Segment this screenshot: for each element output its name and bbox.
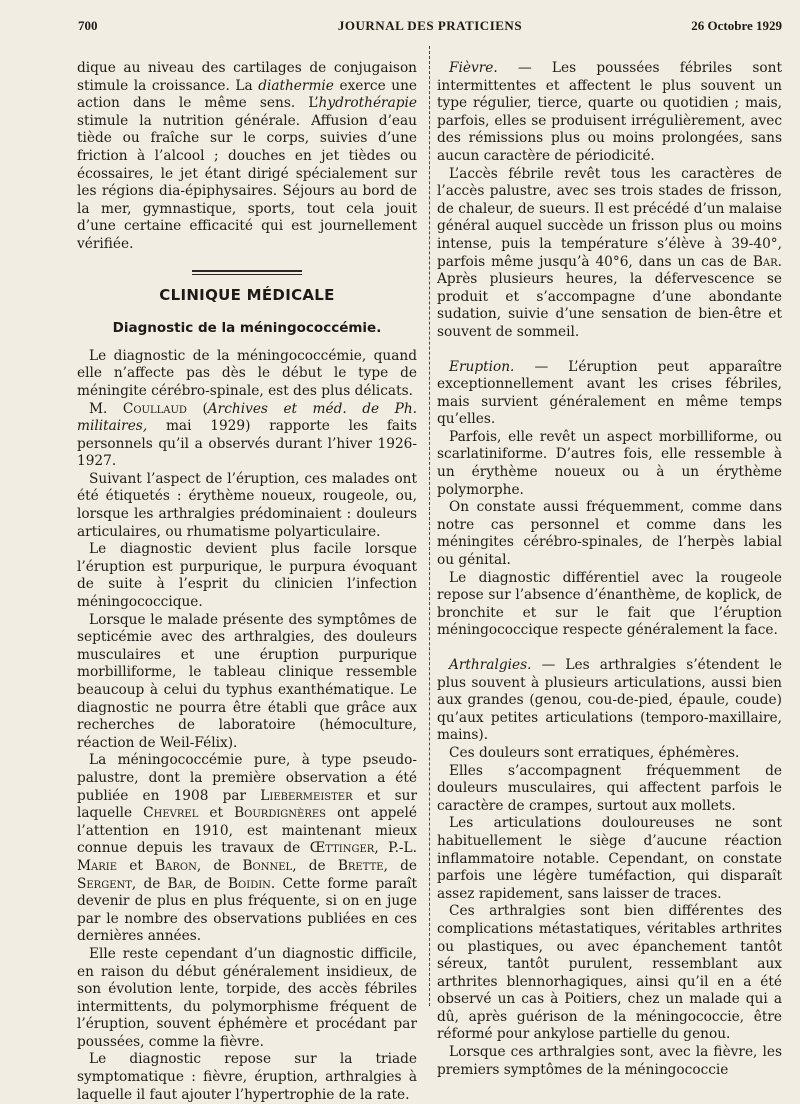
paragraph: Lorsque ces arthralgies sont, avec la fièvre, les premiers symptômes de la méningococcie xyxy=(437,1044,782,1078)
running-header xyxy=(78,14,782,38)
section-rule xyxy=(192,270,302,275)
paragraph: Elle reste cependant d’un diagnostic difficile, en raison du début généralement insidieux, de son évolution lente, torpide, des accès fébriles intermittents, du polymorphisme fréquent de l’éruption, souvent éphémère et procédant par poussées, comme la fièvre. xyxy=(77,945,417,1050)
paragraph: Elles s’accompagnent fréquemment de douleurs musculaires, qui affectent parfois le caractère de crampes, surtout aux mollets. xyxy=(437,762,782,814)
paragraph: Eruption. — L’éruption peut apparaître exceptionnellement avant les crises fébriles, mais survient généralement en même temps qu’elles. xyxy=(437,358,782,428)
paragraph: M. Coullaud (Archives et méd. de Ph. militaires, mai 1929) rapporte les faits personnels qu’il a observés durant l’hiver 1926-1927. xyxy=(77,400,417,470)
paragraph: Ces arthralgies sont bien différentes des complications métastatiques, véritables arthrites ou plastiques, ou avec épanchement tantôt séreux, tantôt purulent, ressemblant aux arthrites blennorhagiques, ainsi qu’il en a été observé un cas à Poitiers, chez un malade qui a dû, après guérison de la méningococcie, être réformé pour ankylose partielle du genou. xyxy=(437,903,782,1043)
paragraph: Les articulations douloureuses ne sont habituellement le siège d’aucune réaction inflammatoire notable. Cependant, on constate parfois une légère tuméfaction, qui disparaît assez rapidement, sans laisser de traces. xyxy=(437,815,782,902)
paragraph: Lorsque le malade présente des symptômes de septicémie avec des arthralgies, des douleurs musculaires et une éruption purpurique morbilliforme, le tableau clinique ressemble beaucoup à celui du typhus exanthématique. Le diagnostic ne pourra être établi que grâce aux recherches de laboratoire (hémoculture, réaction de Weil-Félix). xyxy=(77,611,417,751)
paragraph: Le diagnostic de la méningococcémie, quand elle n’affecte pas dès le début le type de méningite cérébro-spinale, est des plus délicats. xyxy=(77,347,417,399)
paragraph: dique au niveau des cartilages de conjugaison stimule la croissance. La diathermie exerce une action dans le même sens. L’hydrothérapie stimule la nutrition générale. Affusion d’eau tiède ou fraîche sur le corps, suivies d’une friction à l’alcool ; douches en jet tièdes ou écossaires, le jet étant dirigé spécialement sur les régions dia-épiphysaires. Séjours au bord de la mer, gymnastique, sports, tout cela jouit d’une certaine efficacité qui est journellement vérifiée. xyxy=(77,60,417,252)
paragraph: Parfois, elle revêt un aspect morbilliforme, ou scarlatiniforme. D’autres fois, elle ressemble à un érythème noueux ou à un érythème polymorphe. xyxy=(437,428,782,498)
paragraph: L’accès fébrile revêt tous les caractères de l’accès palustre, avec ses trois stades de frisson, de chaleur, de sueurs. Il est précédé d’un malaise général auquel succède un frisson plus ou moins intense, puis la température s’élève à 39-40°, parfois même jusqu’à 40°6, dans un cas de Bar. Après plusieurs heures, la défervescence se produit et s’accompagne d’une abondante sudation, suivie d’une sensation de bien-être et souvent de sommeil. xyxy=(437,165,782,340)
paragraph: Suivant l’aspect de l’éruption, ces malades ont été étiquetés : érythème noueux, rougeole, ou, lorsque les arthralgies prédominaient : douleurs articulaires, ou rhumatisme polyarticulaire. xyxy=(77,470,417,540)
column-divider xyxy=(429,46,431,1006)
page-number: 700 xyxy=(78,18,98,33)
left-column xyxy=(77,60,417,1104)
paragraph: Fièvre. — Les poussées fébriles sont intermittentes et affectent le plus souvent un type régulier, tierce, quarte ou quotidien ; mais, parfois, elles se produisent irrégulièrement, avec des rémissions plus ou moins prolongées, sans aucun caractère de périodicité. xyxy=(437,60,782,164)
journal-title: JOURNAL DES PRATICIENS xyxy=(337,18,523,33)
article-title: Diagnostic de la méningococcémie. xyxy=(112,320,382,337)
spacer xyxy=(437,342,782,359)
paragraph: La méningococcémie pure, à type pseudo-palustre, dont la première observation a été publiée en 1908 par Liebermeister et sur laquelle Chevrel et Bourdignères ont appelé l’attention en 1910, est maintenant mieux connue depuis les travaux de Œttinger, P.-L. Marie et Baron, de Bonnel, de Brette, de Sergent, de Bar, de Boidin. Cette forme paraît devenir de plus en plus fréquente, si on en juge par le nombre des observations publiées en ces dernières années. xyxy=(77,752,418,945)
section-title: CLINIQUE MÉDICALE xyxy=(159,285,335,304)
right-column xyxy=(437,60,782,1079)
issue-date: 26 Octobre 1929 xyxy=(691,18,782,33)
paragraph: Arthralgies. — Les arthralgies s’étendent le plus souvent à plusieurs articulations, aussi bien aux grandes (genou, cou-de-pied, épaule, coude) qu’aux petites articulations (temporo-maxillaire, mains). xyxy=(437,657,782,744)
paragraph: Le diagnostic différentiel avec la rougeole repose sur l’absence d’énanthème, de koplick, de bronchite et sur le fait que l’éruption méningococcique respecte généralement la face. xyxy=(437,569,782,639)
paragraph: Le diagnostic repose sur la triade symptomatique : fièvre, éruption, arthralgies à laquelle il faut ajouter l’hypertrophie de la rate. xyxy=(77,1051,417,1103)
paragraph: Le diagnostic devient plus facile lorsque l’éruption est purpurique, le purpura évoquant de suite à l’esprit du clinicien l’infection méningococcique. xyxy=(77,541,417,611)
paragraph: Ces douleurs sont erratiques, éphémères. xyxy=(449,744,740,761)
paragraph: On constate aussi fréquemment, comme dans notre cas personnel et comme dans les méningites cérébro-spinales, de l’herpès labial ou génital. xyxy=(437,499,782,569)
spacer xyxy=(437,640,782,657)
